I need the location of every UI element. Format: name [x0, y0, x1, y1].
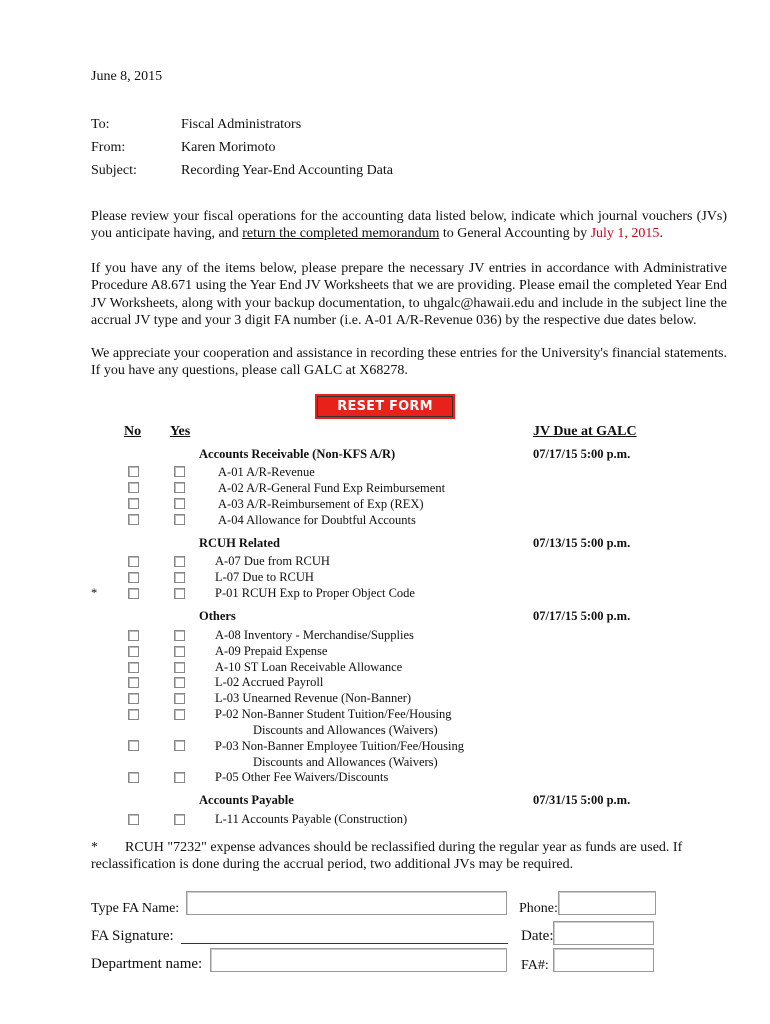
- checkbox-yes-a04[interactable]: [174, 514, 185, 525]
- item-l03: L-03 Unearned Revenue (Non-Banner): [215, 691, 412, 705]
- return-memorandum-text: return the completed memorandum: [242, 226, 440, 242]
- fa-number-label: FA#:: [521, 958, 549, 973]
- checkbox-yes-a10[interactable]: [174, 662, 185, 673]
- checkbox-no-p01[interactable]: [128, 588, 139, 599]
- due-date-text: July 1, 2015: [590, 226, 660, 242]
- fa-number-input[interactable]: [553, 948, 654, 972]
- checkbox-yes-l07[interactable]: [174, 572, 185, 583]
- department-name-label: Department name:: [91, 956, 203, 972]
- department-name-input[interactable]: [210, 948, 507, 972]
- checkbox-no-p05[interactable]: [128, 772, 139, 783]
- item-a01: A-01 A/R-Revenue: [218, 465, 315, 479]
- paragraph-appreciation: We appreciate your cooperation and assistance in recording these entries for the University's financial statements. If you have any questions, please call GALC at X68278.: [91, 346, 727, 379]
- item-a02: A-02 A/R-General Fund Exp Reimbursement: [218, 481, 446, 495]
- checkbox-yes-p02[interactable]: [174, 709, 185, 720]
- to-label: To:: [91, 117, 110, 132]
- fa-signature-label: FA Signature:: [91, 928, 174, 944]
- item-p02: P-02 Non-Banner Student Tuition/Fee/Housing: [215, 707, 452, 721]
- checkbox-yes-p05[interactable]: [174, 772, 185, 783]
- checkbox-yes-a08[interactable]: [174, 630, 185, 641]
- paragraph-review: Please review your fiscal operations for the accounting data listed below, indicate which journal vouchers (JVs) you anticipate having, and return the completed memorandum to General Accounting by July 1, 2015.: [91, 209, 727, 242]
- subject-value: Recording Year-End Accounting Data: [181, 163, 394, 178]
- checkbox-yes-l03[interactable]: [174, 693, 185, 704]
- checkbox-no-l11[interactable]: [128, 814, 139, 825]
- checkbox-no-a02[interactable]: [128, 482, 139, 493]
- checkbox-no-l02[interactable]: [128, 677, 139, 688]
- item-a07: A-07 Due from RCUH: [215, 554, 330, 568]
- checkbox-yes-l02[interactable]: [174, 677, 185, 688]
- date-label: Date:: [521, 928, 554, 944]
- checkbox-no-l07[interactable]: [128, 572, 139, 583]
- item-a10: A-10 ST Loan Receivable Allowance: [215, 660, 403, 674]
- section-due-rcuh-related: 07/13/15 5:00 p.m.: [533, 536, 631, 550]
- date-input[interactable]: [553, 921, 654, 945]
- checkbox-no-a03[interactable]: [128, 498, 139, 509]
- checkbox-yes-a03[interactable]: [174, 498, 185, 509]
- no-column-header: No: [124, 424, 142, 439]
- checkbox-no-p02[interactable]: [128, 709, 139, 720]
- section-due-others: 07/17/15 5:00 p.m.: [533, 609, 631, 623]
- asterisk-marker: *: [91, 586, 98, 600]
- memo-date: June 8, 2015: [91, 69, 163, 84]
- item-p02-continued: Discounts and Allowances (Waivers): [253, 723, 438, 737]
- section-title-rcuh-related: RCUH Related: [199, 536, 280, 550]
- checkbox-no-a10[interactable]: [128, 662, 139, 673]
- checkbox-no-a04[interactable]: [128, 514, 139, 525]
- checkbox-no-a08[interactable]: [128, 630, 139, 641]
- type-fa-name-label: Type FA Name:: [91, 901, 180, 916]
- checkbox-yes-l11[interactable]: [174, 814, 185, 825]
- checkbox-yes-a01[interactable]: [174, 466, 185, 477]
- phone-label: Phone:: [519, 901, 558, 916]
- due-column-header: JV Due at GALC: [533, 424, 637, 439]
- checkbox-yes-a09[interactable]: [174, 646, 185, 657]
- item-a03: A-03 A/R-Reimbursement of Exp (REX): [218, 497, 424, 511]
- section-title-others: Others: [199, 609, 236, 623]
- phone-input[interactable]: [558, 891, 656, 915]
- section-title-accounts-receivable: Accounts Receivable (Non-KFS A/R): [199, 447, 396, 461]
- item-a08: A-08 Inventory - Merchandise/Supplies: [215, 628, 414, 642]
- checkbox-yes-a02[interactable]: [174, 482, 185, 493]
- checkbox-yes-p03[interactable]: [174, 740, 185, 751]
- paragraph-instructions: If you have any of the items below, please prepare the necessary JV entries in accordance with Administrative Procedure A8.671 using the Year End JV Worksheets that we are providing. Please email the completed Year End JV Worksheets, along with your backup documentation, to uhgalc@hawaii.edu and include in the subject line the accrual JV type and your 3 digit FA number (i.e. A-01 A/R-Revenue 036) by the respective due dates below.: [91, 261, 727, 329]
- from-label: From:: [91, 140, 126, 155]
- checkbox-no-l03[interactable]: [128, 693, 139, 704]
- checkbox-no-a01[interactable]: [128, 466, 139, 477]
- item-p03: P-03 Non-Banner Employee Tuition/Fee/Housing: [215, 739, 464, 753]
- item-p01: P-01 RCUH Exp to Proper Object Code: [215, 586, 415, 600]
- checkbox-no-a07[interactable]: [128, 556, 139, 567]
- checkbox-no-p03[interactable]: [128, 740, 139, 751]
- to-value: Fiscal Administrators: [181, 117, 302, 132]
- checkbox-no-a09[interactable]: [128, 646, 139, 657]
- section-due-accounts-payable: 07/31/15 5:00 p.m.: [533, 793, 631, 807]
- item-l02: L-02 Accrued Payroll: [215, 675, 324, 689]
- checkbox-yes-a07[interactable]: [174, 556, 185, 567]
- item-p05: P-05 Other Fee Waivers/Discounts: [215, 770, 389, 784]
- item-a09: A-09 Prepaid Expense: [215, 644, 328, 658]
- checkbox-yes-p01[interactable]: [174, 588, 185, 599]
- section-title-accounts-payable: Accounts Payable: [199, 793, 294, 807]
- reset-form-button[interactable]: RESET FORM: [317, 396, 453, 417]
- item-a04: A-04 Allowance for Doubtful Accounts: [218, 513, 416, 527]
- fa-name-input[interactable]: [186, 891, 507, 915]
- from-value: Karen Morimoto: [181, 140, 276, 155]
- section-due-accounts-receivable: 07/17/15 5:00 p.m.: [533, 447, 631, 461]
- footnote-text: RCUH "7232" expense advances should be reclassified during the regular year as funds are used. If reclassification is done during the accrual period, two additional JVs may be required.: [91, 840, 683, 872]
- fa-signature-line[interactable]: [181, 943, 508, 944]
- subject-label: Subject:: [91, 163, 137, 178]
- footnote-mark: *: [91, 840, 98, 855]
- item-l07: L-07 Due to RCUH: [215, 570, 314, 584]
- yes-column-header: Yes: [170, 424, 191, 439]
- item-p03-continued: Discounts and Allowances (Waivers): [253, 755, 438, 769]
- item-l11: L-11 Accounts Payable (Construction): [215, 812, 408, 826]
